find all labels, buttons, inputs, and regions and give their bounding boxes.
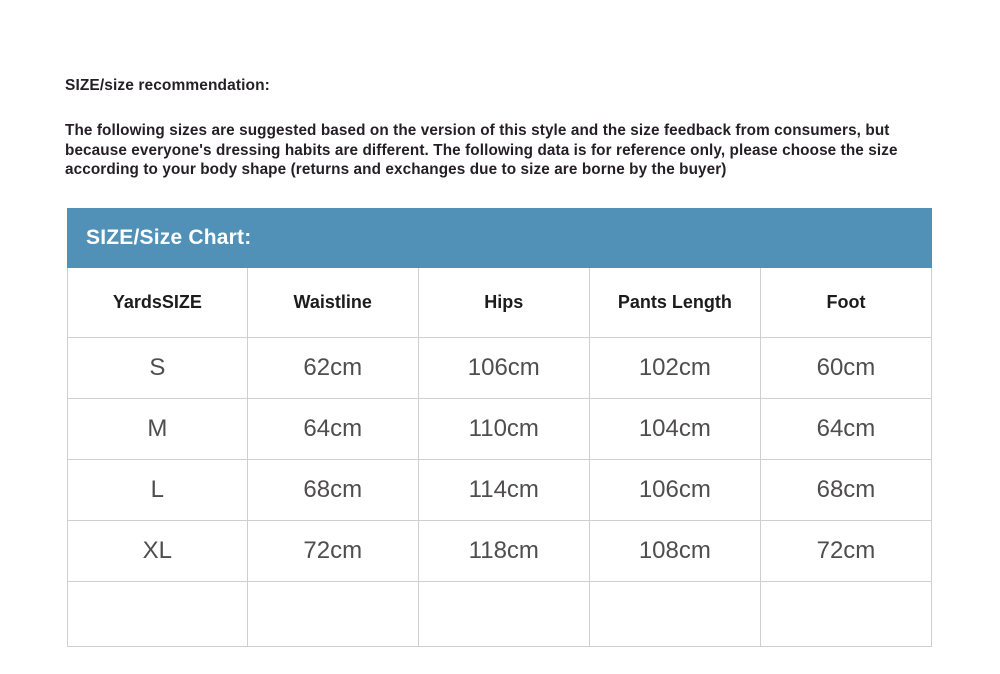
column-header: Hips [418,268,589,338]
table-row [68,399,932,460]
measurement-cell: 114cm [418,460,589,521]
table-row [68,338,932,399]
size-chart [67,208,932,647]
measurement-cell: 118cm [418,521,589,582]
column-header: Pants Length [589,268,760,338]
measurement-cell [247,582,418,647]
size-chart-table [67,268,932,647]
size-label-cell: M [68,399,248,460]
size-label-cell [68,582,248,647]
measurement-cell: 68cm [247,460,418,521]
measurement-cell: 62cm [247,338,418,399]
table-header-row [68,268,932,338]
measurement-cell: 110cm [418,399,589,460]
measurement-cell [418,582,589,647]
measurement-cell [589,582,760,647]
measurement-cell: 68cm [760,460,931,521]
measurement-cell: 106cm [589,460,760,521]
measurement-cell: 72cm [760,521,931,582]
column-header: Foot [760,268,931,338]
table-row [68,582,932,647]
size-chart-title-bar [67,208,932,268]
measurement-cell: 72cm [247,521,418,582]
measurement-cell [760,582,931,647]
measurement-cell: 106cm [418,338,589,399]
table-row [68,460,932,521]
recommendation-heading: SIZE/size recommendation: [65,77,270,94]
measurement-cell: 104cm [589,399,760,460]
measurement-cell: 64cm [247,399,418,460]
column-header: YardsSIZE [68,268,248,338]
size-label-cell: XL [68,521,248,582]
size-chart-title: SIZE/Size Chart: [86,226,252,249]
measurement-cell: 64cm [760,399,931,460]
measurement-cell: 60cm [760,338,931,399]
table-row [68,521,932,582]
size-label-cell: L [68,460,248,521]
column-header: Waistline [247,268,418,338]
measurement-cell: 102cm [589,338,760,399]
recommendation-body: The following sizes are suggested based on the version of this style and the size feedback from consumers, but because everyone's dressing habits are different. The following data is for reference only, please choose the size according to your body shape (returns and exchanges due to size are borne by the buyer) [65,122,898,178]
size-label-cell: S [68,338,248,399]
measurement-cell: 108cm [589,521,760,582]
